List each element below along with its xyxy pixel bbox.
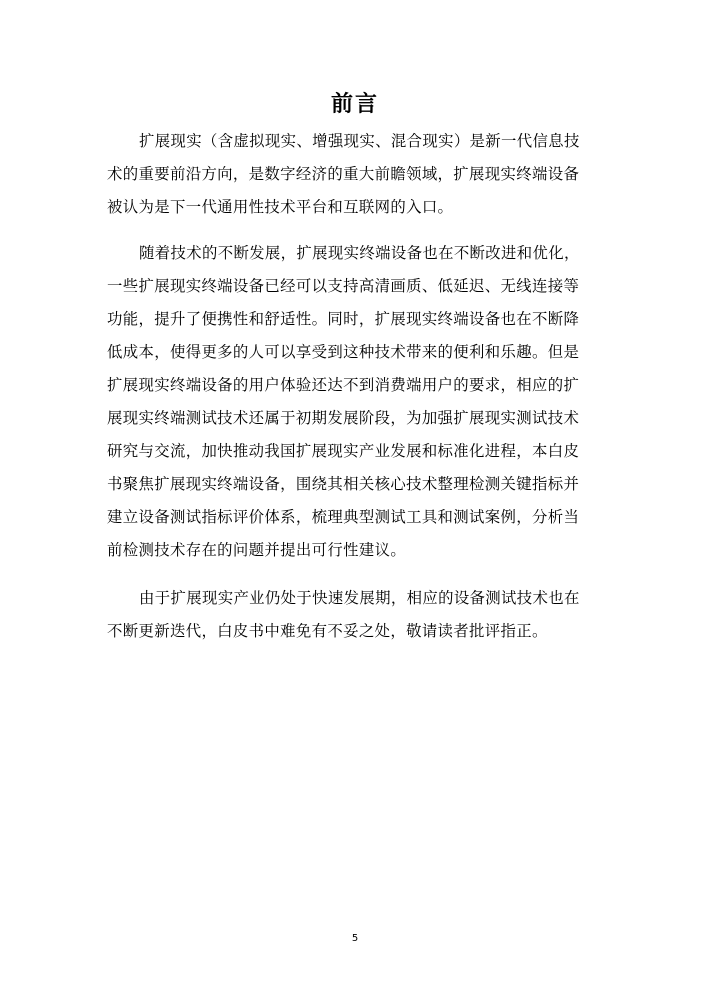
paragraph-2-line-7: 研究与交流，加快推动我国扩展现实产业发展和标准化进程，本白皮 xyxy=(107,442,580,460)
paragraph-2-line-9: 建立设备测试指标评价体系，梳理典型测试工具和测试案例，分析当 xyxy=(107,508,580,526)
page-title: 前言 xyxy=(330,92,379,117)
paragraph-2-line-8: 书聚焦扩展现实终端设备，围绕其相关核心技术整理检测关键指标并 xyxy=(107,475,580,493)
paragraph-2-line-3: 功能，提升了便携性和舒适性。同时，扩展现实终端设备也在不断降 xyxy=(107,310,580,328)
paragraph-2-line-1: 随着技术的不断发展，扩展现实终端设备也在不断改进和优化， xyxy=(139,244,580,262)
page-number: 5 xyxy=(351,933,359,944)
paragraph-2-line-4: 低成本，使得更多的人可以享受到这种技术带来的便利和乐趣。但是 xyxy=(107,343,580,361)
paragraph-3-line-2: 不断更新迭代，白皮书中难免有不妥之处，敬请读者批评指正。 xyxy=(107,622,548,640)
paragraph-1-line-1: 扩展现实（含虚拟现实、增强现实、混合现实）是新一代信息技 xyxy=(139,132,580,150)
paragraph-2-line-5: 扩展现实终端设备的用户体验还达不到消费端用户的要求，相应的扩 xyxy=(107,376,580,394)
paragraph-1-line-2: 术的重要前沿方向，是数字经济的重大前瞻领域，扩展现实终端设备 xyxy=(107,165,580,183)
paragraph-3-line-1: 由于扩展现实产业仍处于快速发展期，相应的设备测试技术也在 xyxy=(139,589,580,607)
paragraph-2-line-10: 前检测技术存在的问题并提出可行性建议。 xyxy=(107,541,407,559)
paragraph-2-line-6: 展现实终端测试技术还属于初期发展阶段，为加强扩展现实测试技术 xyxy=(107,409,580,427)
paragraph-1-line-3: 被认为是下一代通用性技术平台和互联网的入口。 xyxy=(107,198,454,216)
paragraph-2-line-2: 一些扩展现实终端设备已经可以支持高清画质、低延迟、无线连接等 xyxy=(107,277,580,295)
